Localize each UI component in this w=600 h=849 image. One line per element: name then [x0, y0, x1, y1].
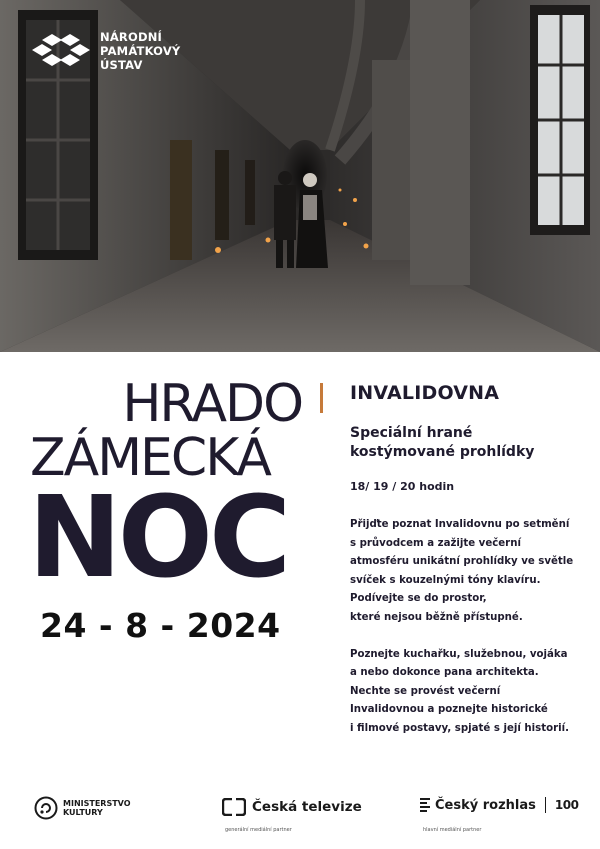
npu-name-line: ÚSTAV — [100, 58, 143, 72]
event-hours: 18/ 19 / 20 hodin — [350, 480, 455, 493]
ct-logo — [222, 798, 362, 816]
cr-name: Český rozhlas — [435, 797, 536, 813]
partners-footer — [0, 790, 600, 849]
ct-logo-icon — [222, 798, 246, 816]
hero-photo — [0, 0, 600, 352]
ct-name: Česká televize — [252, 799, 362, 815]
paragraph-line: které nejsou běžně přístupné. — [350, 611, 523, 623]
cr-separator — [545, 797, 546, 813]
ct-role: generální mediální partner — [225, 827, 292, 833]
paragraph-line: s průvodcem a zažijte večerní — [350, 537, 521, 549]
cr-logo — [420, 797, 578, 813]
ministry-logo-text — [63, 799, 131, 817]
cr-role: hlavní mediální partner — [423, 827, 482, 833]
npu-name-line: NÁRODNÍ — [100, 30, 163, 44]
npu-logo-icon — [32, 30, 90, 70]
paragraph-line: Invalidovnou a poznejte historické — [350, 704, 548, 716]
npu-name-line: PAMÁTKOVÝ — [100, 44, 181, 58]
paragraph-line: svíček s kouzelnými tóny klavíru. — [350, 574, 541, 586]
event-heading: INVALIDOVNA — [350, 382, 500, 404]
title-line-hrado: HRADO — [122, 374, 302, 434]
description-paragraph-1 — [350, 516, 580, 628]
ministry-logo-icon — [34, 796, 58, 820]
paragraph-line: a nebo dokonce pana architekta. — [350, 667, 539, 679]
paragraph-line: Poznejte kuchařku, služebnou, vojáka — [350, 648, 568, 660]
subheading-line: kostýmované prohlídky — [350, 444, 535, 460]
title-line-noc: NOC — [28, 473, 288, 603]
npu-logo-text — [100, 30, 180, 72]
npu-logo — [32, 30, 180, 72]
subheading-line: Speciální hrané — [350, 425, 473, 441]
description-paragraph-2 — [350, 646, 580, 739]
paragraph-line: i filmové postavy, spjaté s její historií. — [350, 722, 569, 734]
ministry-line: MINISTERSTVO — [63, 799, 131, 808]
ministry-logo — [34, 796, 131, 820]
cr-logo-icon — [420, 798, 430, 812]
event-date: 24 - 8 - 2024 — [40, 606, 281, 645]
paragraph-line: Nechte se provést večerní — [350, 685, 501, 697]
ministry-line: KULTURY — [63, 808, 103, 817]
paragraph-line: Podívejte se do prostor, — [350, 593, 487, 605]
paragraph-line: Přijďte poznat Invalidovnu po setmění — [350, 519, 570, 530]
paragraph-line: atmosféru unikátní prohlídky ve světle — [350, 556, 574, 568]
event-details — [350, 380, 580, 739]
event-subheading — [350, 424, 580, 462]
title-line-zamecka: ZÁMECKÁ — [30, 428, 270, 488]
cr-number: 100 — [554, 798, 579, 812]
accent-divider — [320, 383, 323, 413]
